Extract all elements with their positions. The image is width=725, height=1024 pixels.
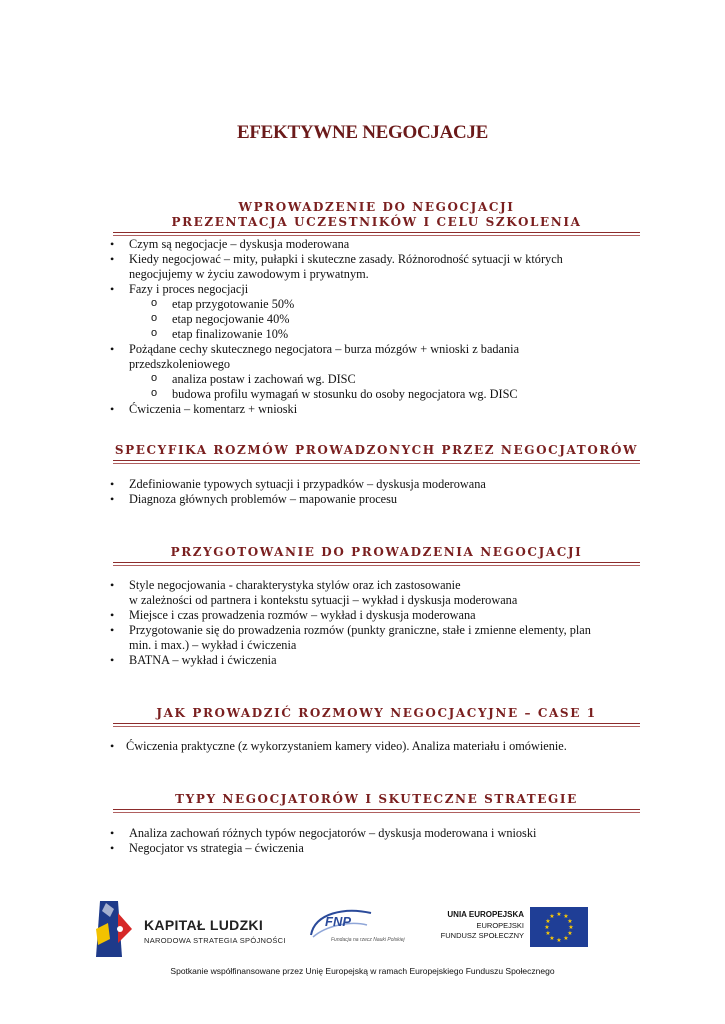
document-title: EFEKTYWNE NEGOCJACJE xyxy=(236,122,489,143)
sub-list-item: o etap przygotowanie 50% xyxy=(0,297,725,312)
sub-list-item: o analiza postaw i zachowań wg. DISC xyxy=(0,372,725,387)
list-item: • Ćwiczenia – komentarz + wnioski xyxy=(0,402,725,417)
svg-text:★: ★ xyxy=(556,911,562,918)
heading-line: PRZYGOTOWANIE DO PROWADZENIA NEGOCJACJI xyxy=(170,545,583,559)
list-item: • Diagnoza głównych problemów – mapowanie procesu xyxy=(0,492,725,507)
heading-rule xyxy=(113,812,640,813)
heading-line: TYPY NEGOCJATORÓW I SKUTECZNE STRATEGIE xyxy=(175,792,578,806)
svg-text:★: ★ xyxy=(545,918,551,925)
eu-text-line: FUNDUSZ SPOŁECZNY xyxy=(440,931,524,940)
fnp-subtext: Fundacja na rzecz Nauki Polskiej xyxy=(331,937,405,943)
eu-flag-icon xyxy=(530,907,588,947)
section-list-intro xyxy=(0,237,725,417)
section-heading-przygotowanie xyxy=(113,545,640,560)
heading-rule xyxy=(113,723,640,724)
section-heading-typy xyxy=(113,792,640,807)
list-item: • Negocjator vs strategia – ćwiczenia xyxy=(0,841,725,856)
kapital-ludzki-logo xyxy=(92,899,292,959)
heading-rule xyxy=(113,232,640,233)
heading-rule xyxy=(113,809,640,810)
heading-rule xyxy=(113,565,640,566)
svg-text:★: ★ xyxy=(567,918,573,925)
list-item: • Kiedy negocjować – mity, pułapki i skuteczne zasady. Różnorodność sytuacji w których xyxy=(0,252,725,267)
heading-rule xyxy=(113,235,640,236)
list-item: • Analiza zachowań różnych typów negocjatorów – dyskusja moderowana i wnioski xyxy=(0,826,725,841)
svg-text:★: ★ xyxy=(567,930,573,937)
svg-text:★: ★ xyxy=(568,924,574,931)
heading-line: WPROWADZENIE DO NEGOCJACJI xyxy=(238,200,515,214)
svg-text:★: ★ xyxy=(563,935,569,942)
section-list-specyfika xyxy=(0,477,725,507)
svg-text:★: ★ xyxy=(544,924,550,931)
heading-rule xyxy=(113,562,640,563)
section-heading-intro xyxy=(113,200,640,230)
footer-logos xyxy=(0,895,725,965)
heading-rule xyxy=(113,726,640,727)
heading-line: SPECYFIKA ROZMÓW PROWADZONYCH PRZEZ NEGOCJATORÓW xyxy=(114,443,639,457)
list-item: • Zdefiniowanie typowych sytuacji i przypadków – dyskusja moderowana xyxy=(0,477,725,492)
list-item-continuation: negocjujemy w życiu zawodowym i prywatnym. xyxy=(129,267,369,281)
eu-text-line: EUROPEJSKI xyxy=(476,921,524,930)
cofinancing-note: Spotkanie współfinansowane przez Unię Europejską w ramach Europejskiego Funduszu Społecznego xyxy=(170,966,555,976)
fnp-swoosh-icon xyxy=(305,907,415,941)
section-list-typy xyxy=(0,826,725,856)
list-item: • Pożądane cechy skutecznego negocjatora – burza mózgów + wnioski z badania xyxy=(0,342,725,357)
eu-efs-logo xyxy=(432,907,592,951)
list-item-continuation: przedszkoleniowego xyxy=(129,357,231,371)
sub-list-item: o etap finalizowanie 10% xyxy=(0,327,725,342)
sub-list-item: o etap negocjowanie 40% xyxy=(0,312,725,327)
section-heading-case1 xyxy=(113,706,640,721)
section-list-przygotowanie xyxy=(0,578,725,668)
heading-line: JAK PROWADZIĆ ROZMOWY NEGOCJACYJNE – CASE 1 xyxy=(156,706,597,720)
section-list-case1 xyxy=(0,739,725,754)
eu-text-line: UNIA EUROPEJSKA xyxy=(447,910,524,919)
list-item: • Style negocjowania - charakterystyka stylów oraz ich zastosowanie xyxy=(0,578,725,593)
kapital-ludzki-text: KAPITAŁ LUDZKI xyxy=(144,917,264,933)
kapital-ludzki-emblem-icon xyxy=(92,899,136,959)
kapital-ludzki-subtext: NARODOWA STRATEGIA SPÓJNOŚCI xyxy=(144,936,286,945)
list-item-continuation: min. i max.) – wykład i ćwiczenia xyxy=(129,638,297,652)
section-heading-specyfika xyxy=(113,443,640,458)
list-item: • Fazy i proces negocjacji xyxy=(0,282,725,297)
heading-rule xyxy=(113,460,640,461)
list-item: • Ćwiczenia praktyczne (z wykorzystaniem kamery video). Analiza materiału i omówienie. xyxy=(0,739,725,754)
fnp-text: FNP xyxy=(325,914,351,929)
list-item: • BATNA – wykład i ćwiczenia xyxy=(0,653,725,668)
svg-text:★: ★ xyxy=(549,935,555,942)
svg-text:★: ★ xyxy=(563,913,569,920)
list-item-continuation: w zależności od partnera i kontekstu sytuacji – wykład i dyskusja moderowana xyxy=(129,593,518,607)
list-item: • Czym są negocjacje – dyskusja moderowana xyxy=(0,237,725,252)
svg-text:★: ★ xyxy=(545,930,551,937)
fnp-logo xyxy=(305,907,415,957)
heading-rule xyxy=(113,463,640,464)
svg-text:★: ★ xyxy=(549,913,555,920)
heading-line: PREZENTACJA UCZESTNIKÓW I CELU SZKOLENIA xyxy=(171,215,582,229)
list-item: • Przygotowanie się do prowadzenia rozmów (punkty graniczne, stałe i zmienne elementy, plan xyxy=(0,623,725,638)
list-item: • Miejsce i czas prowadzenia rozmów – wykład i dyskusja moderowana xyxy=(0,608,725,623)
sub-list-item: o budowa profilu wymagań w stosunku do osoby negocjatora wg. DISC xyxy=(0,387,725,402)
svg-text:★: ★ xyxy=(556,937,562,944)
